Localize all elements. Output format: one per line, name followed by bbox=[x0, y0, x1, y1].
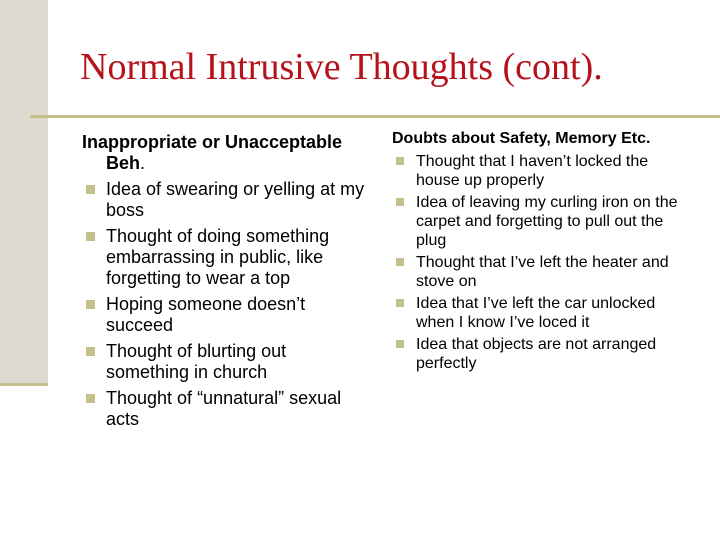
list-item bbox=[82, 294, 367, 336]
right-column-heading: Doubts about Safety, Memory Etc. bbox=[392, 130, 651, 147]
sidebar-band bbox=[0, 0, 48, 383]
square-bullet-icon bbox=[86, 300, 95, 309]
square-bullet-icon bbox=[86, 232, 95, 241]
list-item bbox=[82, 388, 367, 430]
left-heading-text: Inappropriate or Unacceptable Beh bbox=[82, 132, 343, 173]
list-item-text: Hoping someone doesn’t succeed bbox=[106, 294, 306, 335]
list-item-text: Thought of blurting out something in church bbox=[106, 341, 287, 382]
list-item-text: Thought that I’ve left the heater and stove on bbox=[416, 254, 669, 290]
slide-title: Normal Intrusive Thoughts (cont). bbox=[80, 46, 603, 88]
square-bullet-icon bbox=[86, 185, 95, 194]
list-item bbox=[82, 341, 367, 383]
list-item-text: Idea that I’ve left the car unlocked when I know I’ve loced it bbox=[416, 295, 656, 331]
square-bullet-icon bbox=[396, 198, 404, 206]
list-item bbox=[392, 294, 692, 332]
left-heading-suffix: . bbox=[140, 153, 146, 173]
square-bullet-icon bbox=[396, 299, 404, 307]
square-bullet-icon bbox=[86, 394, 95, 403]
left-column bbox=[82, 132, 367, 435]
title-rule bbox=[30, 115, 720, 118]
list-item bbox=[82, 179, 367, 221]
list-item bbox=[392, 335, 692, 373]
left-bullet-list bbox=[82, 179, 367, 430]
list-item-text: Thought that I haven’t locked the house up properly bbox=[416, 153, 649, 189]
list-item-text: Thought of “unnatural” sexual acts bbox=[106, 388, 342, 429]
list-item bbox=[392, 253, 692, 291]
square-bullet-icon bbox=[396, 258, 404, 266]
list-item bbox=[392, 193, 692, 250]
right-column bbox=[392, 129, 692, 376]
list-item bbox=[392, 152, 692, 190]
list-item-text: Thought of doing something embarrassing in public, like forgetting to wear a top bbox=[106, 226, 330, 288]
list-item bbox=[82, 226, 367, 289]
square-bullet-icon bbox=[396, 157, 404, 165]
sidebar-accent-line bbox=[0, 383, 48, 386]
left-column-heading bbox=[82, 132, 367, 174]
square-bullet-icon bbox=[86, 347, 95, 356]
list-item-text: Idea of leaving my curling iron on the carpet and forgetting to pull out the plug bbox=[416, 194, 678, 249]
right-bullet-list bbox=[392, 152, 692, 373]
list-item-text: Idea of swearing or yelling at my boss bbox=[106, 179, 365, 220]
square-bullet-icon bbox=[396, 340, 404, 348]
list-item-text: Idea that objects are not arranged perfectly bbox=[416, 336, 657, 372]
